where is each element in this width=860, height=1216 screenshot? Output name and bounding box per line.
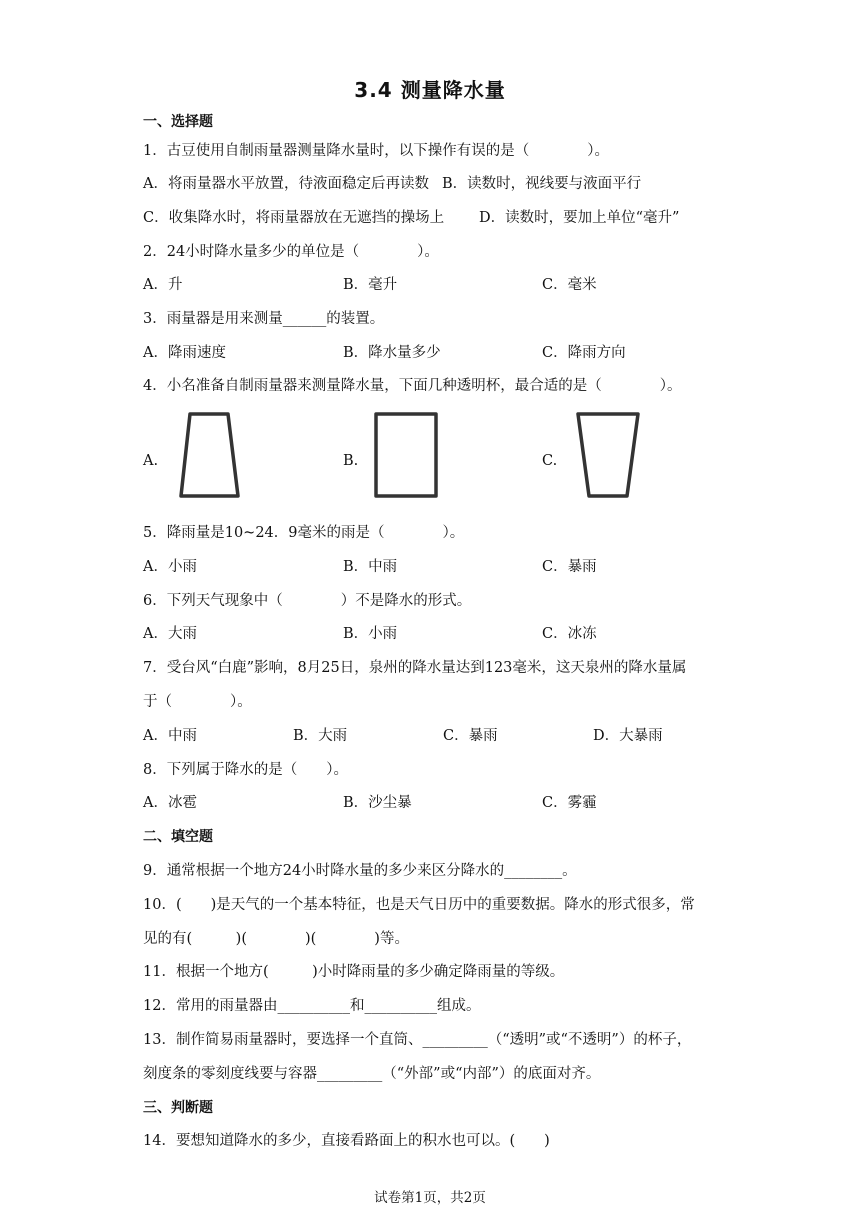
question-2-option-a: A．升: [143, 277, 183, 293]
question-7-stem-line-1: 7．受台风“白鹿”影响，8月25日，泉州的降水量达到123毫米，这天泉州的降水量属: [143, 660, 687, 676]
narrow-top-cup-icon: [176, 410, 244, 502]
question-1-option-b: B．读数时，视线要与液面平行: [442, 176, 642, 192]
question-4-option-a-label: A.: [143, 453, 159, 469]
question-1-option-d: D．读数时，要加上单位“毫升”: [479, 210, 680, 226]
question-6-option-c: C．冰冻: [542, 626, 597, 642]
question-8-option-b: B．沙尘暴: [343, 795, 412, 811]
question-1-option-c: C．收集降水时，将雨量器放在无遮挡的操场上: [143, 210, 445, 226]
question-6-option-a: A．大雨: [143, 626, 197, 642]
question-1-option-a: A．将雨量器水平放置，待液面稳定后再读数: [143, 176, 429, 192]
question-7-option-b: B．大雨: [293, 728, 348, 744]
question-7-option-c: C．暴雨: [443, 728, 498, 744]
question-2-stem: 2．24小时降水量多少的单位是（ ）。: [143, 244, 439, 260]
question-2-option-b: B．毫升: [343, 277, 398, 293]
question-3-option-b: B．降水量多少: [343, 345, 441, 361]
section-heading-choice: 一、选择题: [143, 114, 213, 130]
question-4-stem: 4．小名准备自制雨量器来测量降水量，下面几种透明杯，最合适的是（ ）。: [143, 378, 682, 394]
question-12-text: 12．常用的雨量器由__________和__________组成。: [143, 998, 481, 1014]
question-4-option-b-label: B.: [343, 453, 359, 469]
question-7-option-d: D．大暴雨: [593, 728, 663, 744]
question-1-stem: 1．古豆使用自制雨量器测量降水量时，以下操作有误的是（ ）。: [143, 143, 609, 159]
wide-top-cup-icon: [574, 410, 642, 502]
question-8-stem: 8．下列属于降水的是（ ）。: [143, 762, 348, 778]
question-8-option-c: C．雾霾: [542, 795, 597, 811]
question-10-line-2: 见的有( )( )( )等。: [143, 931, 409, 947]
question-7-stem-line-2: 于（ ）。: [143, 694, 252, 710]
question-6-option-b: B．小雨: [343, 626, 398, 642]
section-heading-fill-in: 二、填空题: [143, 829, 213, 845]
page-title: 3.4 测量降水量: [354, 78, 506, 102]
question-7-option-a: A．中雨: [143, 728, 197, 744]
question-14-text: 14．要想知道降水的多少，直接看路面上的积水也可以。( ): [143, 1133, 550, 1149]
question-3-option-c: C．降雨方向: [542, 345, 626, 361]
question-6-stem: 6．下列天气现象中（ ）不是降水的形式。: [143, 593, 472, 609]
question-9-text: 9．通常根据一个地方24小时降水量的多少来区分降水的________。: [143, 863, 577, 879]
question-4-option-c-label: C.: [542, 453, 558, 469]
section-heading-true-false: 三、判断题: [143, 1100, 213, 1116]
question-13-line-2: 刻度条的零刻度线要与容器_________（“外部”或“内部”）的底面对齐。: [143, 1066, 601, 1082]
question-3-option-a: A．降雨速度: [143, 345, 226, 361]
question-10-line-1: 10．( )是天气的一个基本特征，也是天气日历中的重要数据。降水的形式很多，常: [143, 897, 695, 913]
page-footer: 试卷第1页，共2页: [374, 1190, 486, 1206]
question-5-option-b: B．中雨: [343, 559, 398, 575]
question-13-line-1: 13．制作简易雨量器时，要选择一个直筒、_________（“透明”或“不透明”）的杯子，: [143, 1032, 692, 1048]
question-5-stem: 5．降雨量是10~24．9毫米的雨是（ ）。: [143, 525, 465, 541]
question-3-stem: 3．雨量器是用来测量______的装置。: [143, 311, 385, 327]
question-5-option-c: C．暴雨: [542, 559, 597, 575]
question-11-text: 11．根据一个地方( )小时降雨量的多少确定降雨量的等级。: [143, 964, 565, 980]
question-8-option-a: A．冰雹: [143, 795, 197, 811]
straight-cylinder-cup-icon: [370, 410, 442, 502]
question-5-option-a: A．小雨: [143, 559, 197, 575]
question-2-option-c: C．毫米: [542, 277, 597, 293]
